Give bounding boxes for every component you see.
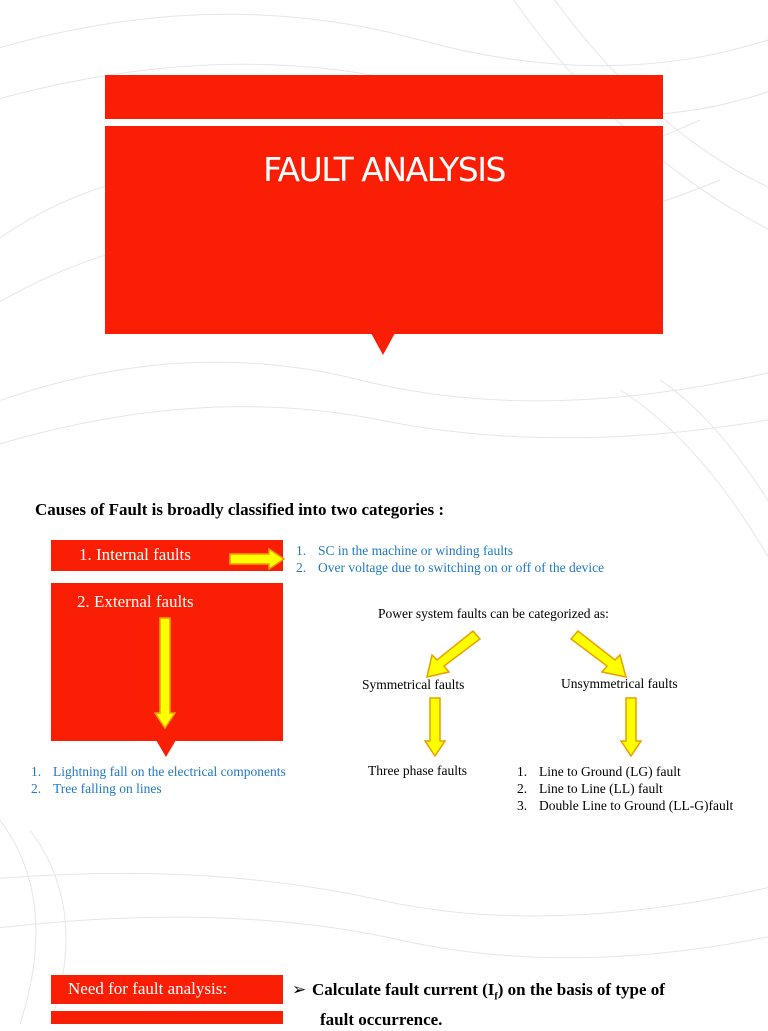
arrow-down-right-icon [570, 629, 628, 679]
list-item: 1. SC in the machine or winding faults [296, 543, 513, 558]
causes-heading: Causes of Fault is broadly classified into two categories : [35, 500, 445, 519]
external-faults-label: 2. External faults [77, 592, 194, 611]
list-item: 2. Over voltage due to switching on or off of the device [296, 560, 605, 575]
arrow-down-icon [620, 697, 642, 757]
arrow-down-icon [424, 697, 446, 757]
categories-heading: Power system faults can be categorized as: [378, 606, 609, 621]
list-item: 2. Tree falling on lines [31, 781, 162, 796]
list-item: 1. Lightning fall on the electrical components [31, 764, 286, 779]
need-for-fault-analysis-label: Need for fault analysis: [68, 979, 228, 998]
three-phase-faults: Three phase faults [368, 763, 467, 778]
internal-faults-label: 1. Internal faults [79, 545, 191, 564]
arrow-down-left-icon [425, 629, 481, 679]
symmetrical-faults-label: Symmetrical faults [362, 677, 465, 692]
list-item: 1. Line to Ground (LG) fault [517, 764, 681, 779]
arrow-down-icon [154, 617, 176, 729]
arrow-right-icon [229, 548, 285, 570]
external-faults-pointer [156, 740, 176, 757]
need-bullet-point: ➢ Calculate fault current $(I_f)$ on the basis of type of fault occurrence. [292, 980, 665, 1030]
external-faults-list [31, 763, 286, 797]
need-for-fault-analysis-box-lower [51, 1011, 283, 1024]
title-top-band [105, 75, 663, 119]
page-title: FAULT ANALYSIS [263, 150, 505, 189]
unsymmetrical-faults-label: Unsymmetrical faults [561, 676, 678, 691]
internal-faults-list [296, 542, 604, 576]
list-item: 2. Line to Line (LL) fault [517, 781, 663, 796]
unsymmetrical-faults-list [517, 763, 733, 814]
title-pointer [371, 333, 395, 355]
arrow-bullet-icon: ➢ [292, 980, 307, 999]
list-item: 3. Double Line to Ground (LL-G)fault [517, 798, 734, 813]
